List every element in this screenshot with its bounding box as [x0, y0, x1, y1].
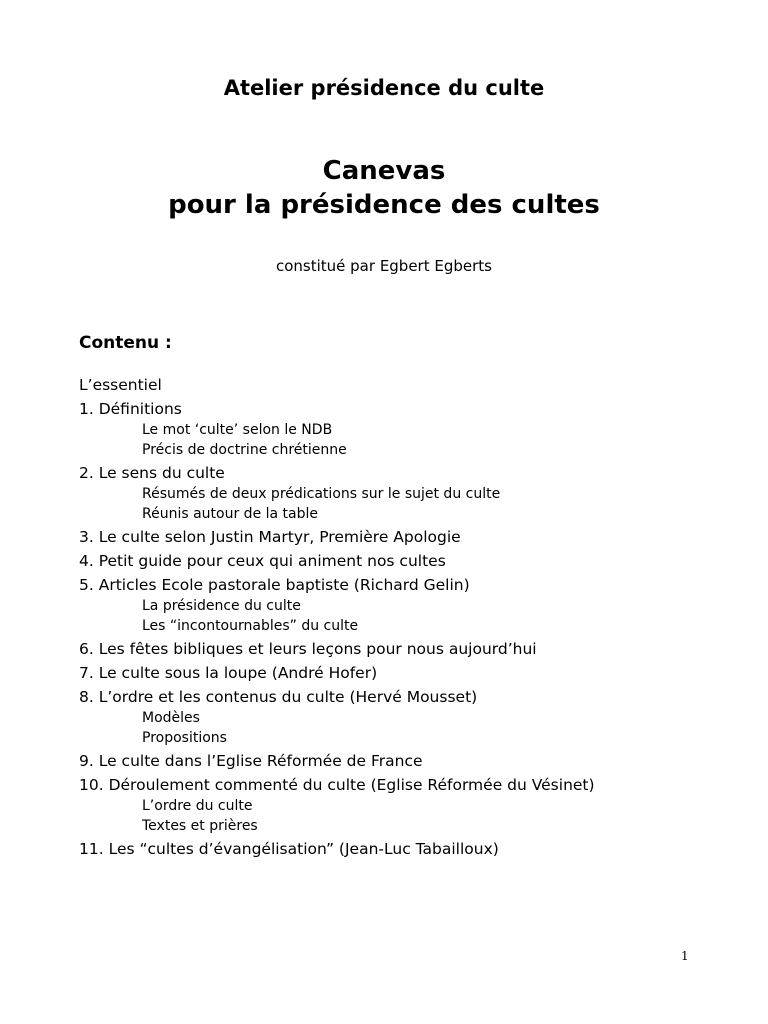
- toc-item-6: 6. Les fêtes bibliques et leurs leçons pour nous aujourd’hui: [79, 640, 537, 658]
- toc-item-7: 7. Le culte sous la loupe (André Hofer): [79, 664, 378, 682]
- table-of-contents: [79, 375, 639, 863]
- subtitle-line-2: pour la présidence des cultes: [168, 190, 600, 220]
- toc-essential: L’essentiel: [79, 376, 162, 394]
- toc-subitem: Modèles: [142, 710, 200, 726]
- page-number: 1: [681, 949, 689, 963]
- toc-subitems-10: [79, 797, 639, 836]
- author-line: constitué par Egbert Egberts: [275, 257, 492, 275]
- toc-item-1: 1. Définitions: [79, 400, 182, 418]
- toc-subitem: L’ordre du culte: [142, 798, 253, 814]
- toc-subitem: La présidence du culte: [142, 598, 301, 614]
- toc-subitem: Propositions: [142, 729, 227, 746]
- toc-subitem: Le mot ‘culte’ selon le NDB: [142, 422, 333, 438]
- document-title: Atelier présidence du culte: [223, 76, 545, 100]
- contents-heading: Contenu :: [79, 333, 172, 353]
- toc-subitem: Réunis autour de la table: [142, 505, 319, 522]
- toc-item-3: 3. Le culte selon Justin Martyr, Première Apologie: [79, 528, 461, 546]
- toc-item-9: 9. Le culte dans l’Eglise Réformée de France: [79, 752, 423, 770]
- subtitle-line-1: Canevas: [322, 156, 446, 186]
- toc-subitems-1: [79, 421, 639, 460]
- toc-item-8: 8. L’ordre et les contenus du culte (Hervé Mousset): [79, 688, 478, 706]
- toc-item-10: 10. Déroulement commenté du culte (Eglise Réformée du Vésinet): [79, 776, 595, 794]
- toc-item-2: 2. Le sens du culte: [79, 464, 225, 482]
- document-subtitle: [0, 154, 768, 222]
- toc-item-4: 4. Petit guide pour ceux qui animent nos cultes: [79, 552, 446, 570]
- toc-subitems-2: [79, 485, 639, 524]
- toc-subitem: Résumés de deux prédications sur le sujet du culte: [142, 486, 501, 502]
- toc-subitem: Les “incontournables” du culte: [142, 617, 359, 634]
- toc-subitems-8: [79, 709, 639, 748]
- toc-item-5: 5. Articles Ecole pastorale baptiste (Richard Gelin): [79, 576, 470, 594]
- toc-subitem: Textes et prières: [142, 817, 258, 834]
- toc-subitems-5: [79, 597, 639, 636]
- toc-subitem: Précis de doctrine chrétienne: [142, 441, 347, 458]
- toc-item-11: 11. Les “cultes d’évangélisation” (Jean-Luc Tabailloux): [79, 840, 499, 858]
